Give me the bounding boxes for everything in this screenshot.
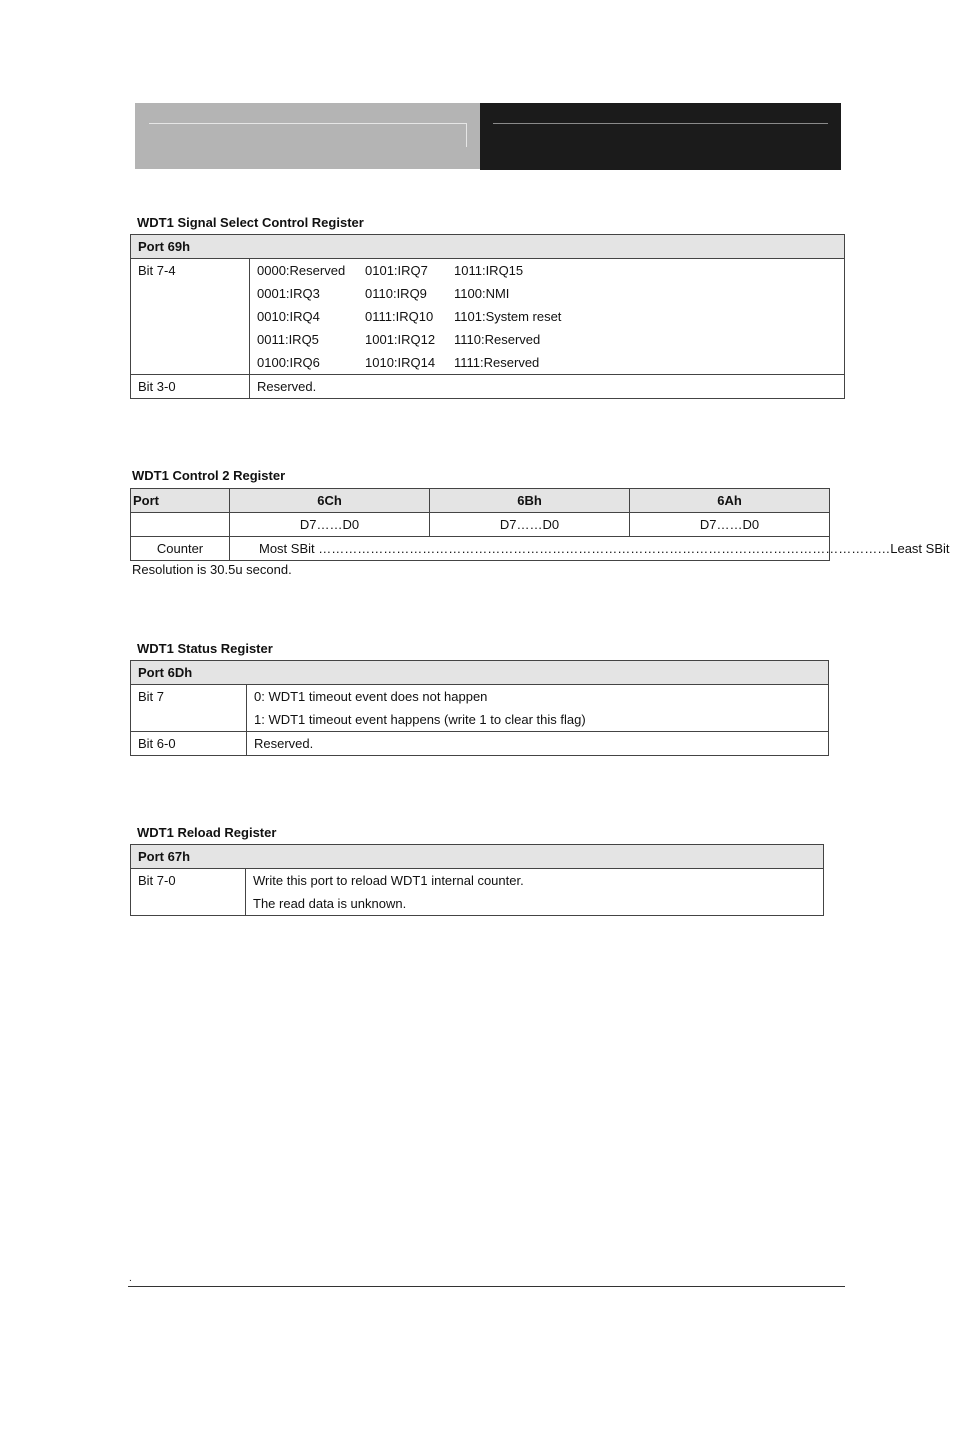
bit-desc <box>247 685 829 732</box>
header-left-rule <box>149 123 467 124</box>
bit-label: Bit 7 <box>131 685 247 732</box>
table-row <box>131 732 829 756</box>
table-row <box>131 845 824 869</box>
bit-label: Bit 7-4 <box>131 259 250 375</box>
header-right-rule <box>493 123 828 124</box>
control2-table <box>130 488 950 561</box>
irq-option: 0101:IRQ7 <box>365 263 428 278</box>
desc-line: 0: WDT1 timeout event does not happen <box>254 689 488 704</box>
irq-option: 0111:IRQ10 <box>365 309 434 324</box>
table-row <box>131 489 830 513</box>
reload-table <box>130 844 824 916</box>
counter-label: Counter <box>131 537 230 561</box>
irq-option: 0000:Reserved <box>257 263 346 278</box>
table-row <box>131 869 824 916</box>
table-row <box>131 513 830 537</box>
irq-option: 0010:IRQ4 <box>257 309 320 324</box>
port-header: Port 6Dh <box>131 661 829 685</box>
port-header: 6Ah <box>630 489 830 513</box>
table-row <box>131 537 830 561</box>
port-header: 6Ch <box>230 489 430 513</box>
counter-desc: Most SBit ……………………………………………………………………………………………………………………Least SBit <box>230 537 830 561</box>
port-header: Port <box>131 489 230 513</box>
bits-cell: D7……D0 <box>630 513 830 537</box>
footer-mark: . <box>129 1273 132 1284</box>
resolution-note: Resolution is 30.5u second. <box>132 562 292 577</box>
irq-option: 1011:IRQ15 <box>454 263 524 278</box>
control2-title: WDT1 Control 2 Register <box>132 468 286 483</box>
irq-option: 1001:IRQ12 <box>365 332 436 347</box>
port-header: Port 67h <box>131 845 824 869</box>
header-left-tick <box>466 123 467 147</box>
irq-option: 0011:IRQ5 <box>257 332 319 347</box>
desc-line: 1: WDT1 timeout event happens (write 1 to clear this flag) <box>254 712 586 727</box>
bits-cell: D7……D0 <box>230 513 430 537</box>
footer-rule <box>128 1286 845 1287</box>
bit-label: Bit 3-0 <box>131 375 250 399</box>
irq-option: 1101:System reset <box>454 309 562 324</box>
irq-option: 0001:IRQ3 <box>257 286 320 301</box>
table-row <box>131 661 829 685</box>
header-bar-left <box>135 103 480 169</box>
irq-option: 0110:IRQ9 <box>365 286 427 301</box>
table-row <box>131 685 829 732</box>
irq-option: 1010:IRQ14 <box>365 355 436 370</box>
signal-select-table <box>130 234 845 399</box>
status-title: WDT1 Status Register <box>137 641 273 656</box>
bits-cell <box>131 513 230 537</box>
header-bar-right <box>480 103 841 170</box>
bit-desc: Reserved. <box>250 375 845 399</box>
irq-options <box>250 259 845 375</box>
table-row <box>131 235 845 259</box>
irq-option: 0100:IRQ6 <box>257 355 320 370</box>
bit-label: Bit 7-0 <box>131 869 246 916</box>
reload-title: WDT1 Reload Register <box>137 825 277 840</box>
irq-option: 1100:NMI <box>454 286 510 301</box>
status-table <box>130 660 829 756</box>
bit-label: Bit 6-0 <box>131 732 247 756</box>
port-header: Port 69h <box>131 235 845 259</box>
irq-option: 1111:Reserved <box>454 355 540 370</box>
bit-desc <box>246 869 824 916</box>
desc-line: The read data is unknown. <box>253 896 407 911</box>
bit-desc: Reserved. <box>247 732 829 756</box>
desc-line: Write this port to reload WDT1 internal counter. <box>253 873 524 888</box>
table-row <box>131 259 845 375</box>
table-row <box>131 375 845 399</box>
irq-option: 1110:Reserved <box>454 332 541 347</box>
port-header: 6Bh <box>430 489 630 513</box>
signal-select-title: WDT1 Signal Select Control Register <box>137 215 364 230</box>
bits-cell: D7……D0 <box>430 513 630 537</box>
